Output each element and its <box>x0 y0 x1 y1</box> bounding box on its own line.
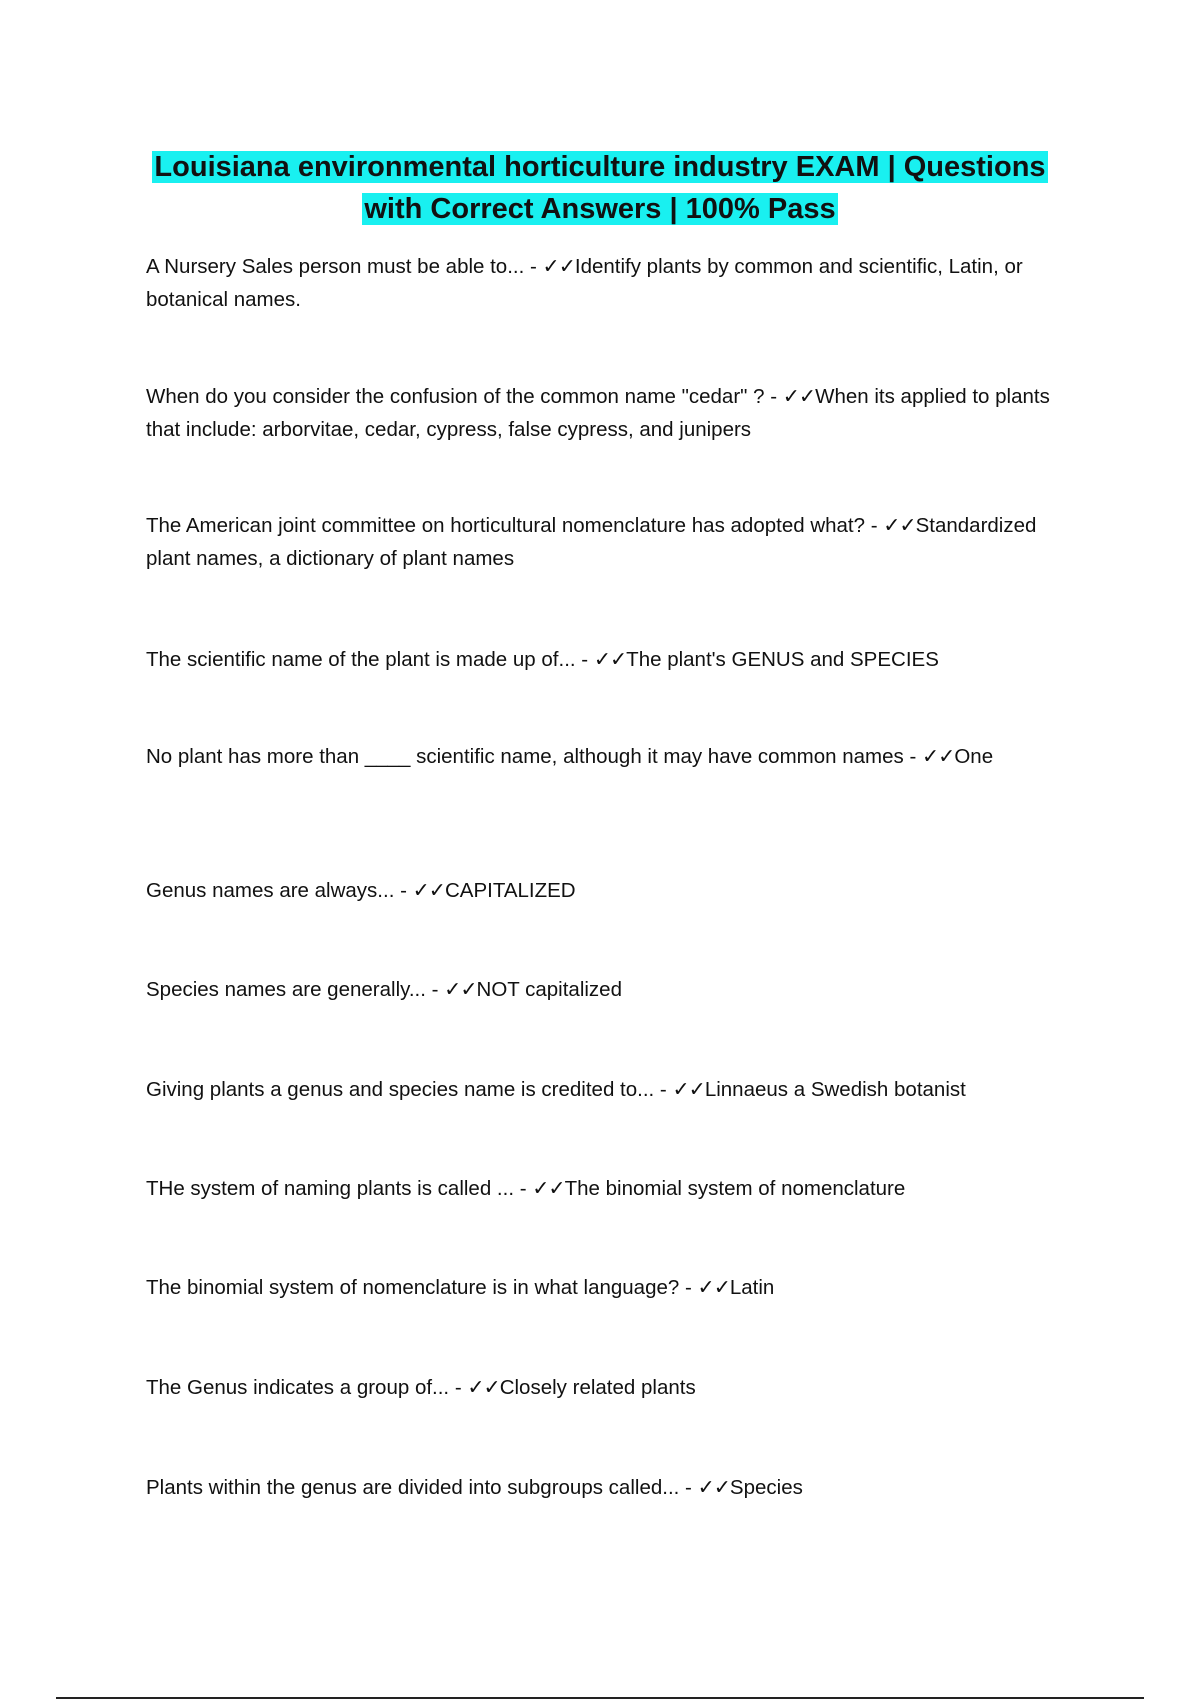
answer-text: CAPITALIZED <box>444 879 576 902</box>
answer-text: Latin <box>729 1276 775 1299</box>
answer-text: Species <box>729 1476 803 1499</box>
qa-item-6 <box>146 874 1066 907</box>
question-text: The binomial system of nomenclature is in what language? - <box>146 1276 698 1299</box>
question-text: A Nursery Sales person must be able to... - <box>146 255 543 278</box>
question-text: The scientific name of the plant is made up of... - <box>146 648 594 671</box>
check-icon: ✓✓ <box>532 1177 565 1200</box>
answer-text: When its applied to plants that include: arborvitae, cedar, cypress, false cypress, and junipers <box>146 385 1050 441</box>
answer-text: Identify plants by common and scientific, Latin, or botanical names. <box>146 255 1023 311</box>
answer-text: Standardized plant names, a dictionary of plant names <box>146 514 1037 570</box>
question-text: No plant has more than ____ scientific name, although it may have common names - <box>146 745 922 768</box>
qa-item-2 <box>146 380 1066 446</box>
question-text: The American joint committee on horticultural nomenclature has adopted what? - <box>146 514 884 537</box>
qa-item-4 <box>146 643 1066 676</box>
qa-item-10 <box>146 1271 1066 1304</box>
question-text: THe system of naming plants is called ... - <box>146 1177 533 1200</box>
question-text: Genus names are always... - <box>146 879 413 902</box>
check-icon: ✓✓ <box>467 1376 500 1399</box>
check-icon: ✓✓ <box>697 1276 730 1299</box>
qa-item-3 <box>146 509 1066 575</box>
check-icon: ✓✓ <box>883 514 916 537</box>
qa-item-9 <box>146 1172 1066 1205</box>
qa-item-1 <box>146 250 1066 316</box>
answer-text: The binomial system of nomenclature <box>564 1177 906 1200</box>
question-text: Plants within the genus are divided into subgroups called... - <box>146 1476 698 1499</box>
qa-item-7 <box>146 973 1066 1006</box>
qa-item-8 <box>146 1073 1066 1106</box>
check-icon: ✓✓ <box>672 1078 705 1101</box>
check-icon: ✓✓ <box>412 879 445 902</box>
check-icon: ✓✓ <box>444 978 477 1001</box>
qa-item-11 <box>146 1371 1066 1404</box>
check-icon: ✓✓ <box>697 1476 730 1499</box>
check-icon: ✓✓ <box>593 648 627 671</box>
question-text: When do you consider the confusion of the common name "cedar" ? - <box>146 385 783 408</box>
qa-item-5 <box>146 740 1066 773</box>
question-text: The Genus indicates a group of... - <box>146 1376 468 1399</box>
title-line-2: with Correct Answers | 100% Pass <box>364 193 836 225</box>
answer-text: Linnaeus a Swedish botanist <box>704 1078 966 1101</box>
answer-text: One <box>954 745 994 768</box>
document-title <box>120 146 1080 230</box>
check-icon: ✓✓ <box>782 385 816 408</box>
answer-text: The plant's GENUS and SPECIES <box>626 648 939 671</box>
qa-item-12 <box>146 1471 1066 1504</box>
answer-text: NOT capitalized <box>476 978 622 1001</box>
title-line-1: Louisiana environmental horticulture industry EXAM | Questions <box>154 151 1046 183</box>
check-icon: ✓✓ <box>542 255 575 278</box>
answer-text: Closely related plants <box>499 1376 696 1399</box>
check-icon: ✓✓ <box>922 745 955 768</box>
question-text: Giving plants a genus and species name is credited to... - <box>146 1078 673 1101</box>
question-text: Species names are generally... - <box>146 978 445 1001</box>
page-bottom-divider <box>56 1697 1144 1699</box>
